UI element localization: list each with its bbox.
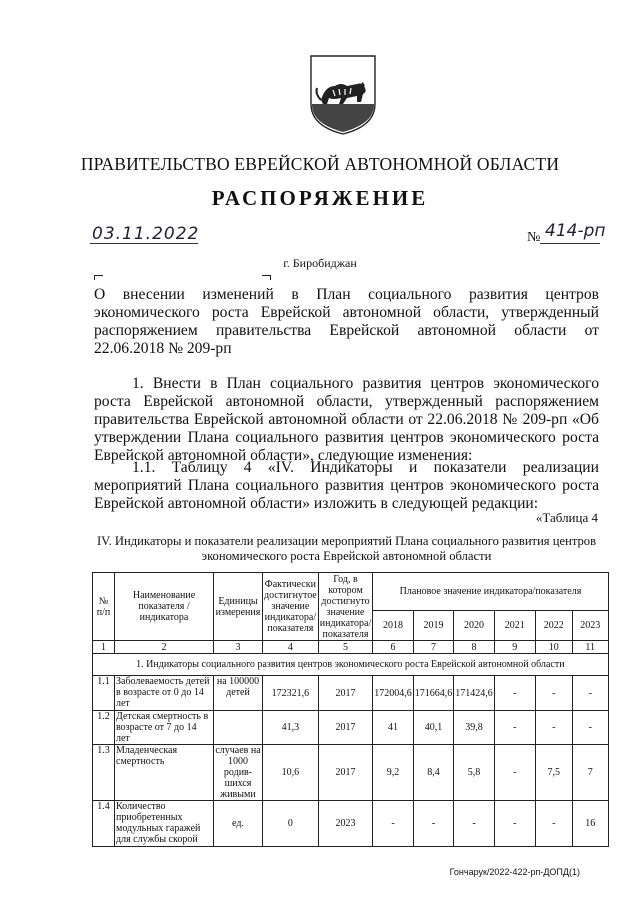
- header-name: Наименование показателя / индикатора: [115, 573, 214, 641]
- number-underline: [540, 243, 600, 244]
- row-plan: 9,2: [373, 745, 414, 801]
- document-subject: О внесении изменений в План социального развития центров экономического роста Еврейской автономной области, утвержденный распоряжением правительства Еврейской автономной области от 22.06.2018 № 209-рп: [94, 286, 599, 357]
- table-row: [93, 801, 609, 847]
- header-year: 2023: [572, 611, 608, 641]
- document-type-title: РАСПОРЯЖЕНИЕ: [211, 186, 429, 210]
- row-plan: -: [373, 801, 414, 847]
- row-plan: -: [535, 711, 572, 745]
- tiger-emblem-icon: [307, 52, 379, 136]
- col-number: 4: [263, 641, 319, 654]
- subject-corner-left: [94, 275, 103, 280]
- row-plan: 8,4: [413, 745, 454, 801]
- header-year: 2020: [454, 611, 495, 641]
- row-plan: 172004,6: [373, 676, 414, 711]
- row-plan: -: [572, 711, 608, 745]
- row-plan: -: [494, 711, 535, 745]
- row-actual: 10,6: [263, 745, 319, 801]
- col-number: 9: [494, 641, 535, 654]
- row-plan: 7,5: [535, 745, 572, 801]
- table-label: «Таблица 4: [535, 510, 598, 525]
- table-row: [93, 676, 609, 711]
- footer-reference: Гончарук/2022-422-рп-ДОПД(1): [449, 867, 580, 877]
- row-plan: -: [494, 801, 535, 847]
- row-plan: 39,8: [454, 711, 495, 745]
- col-number: 11: [572, 641, 608, 654]
- header-year: 2022: [535, 611, 572, 641]
- date-underline: [90, 243, 198, 244]
- header-year: 2021: [494, 611, 535, 641]
- row-year: 2017: [318, 745, 372, 801]
- row-plan: -: [494, 745, 535, 801]
- col-number: 7: [413, 641, 454, 654]
- header-unit: Единицы измерения: [214, 573, 263, 641]
- row-actual: 0: [263, 801, 319, 847]
- col-number: 2: [115, 641, 214, 654]
- row-plan: -: [535, 801, 572, 847]
- col-number: 5: [318, 641, 372, 654]
- section-title: 1. Индикаторы социального развития центров экономического роста Еврейской автономной области: [93, 654, 609, 676]
- row-name: Заболеваемость детей в возрасте от 0 до 14 лет: [115, 676, 214, 711]
- row-unit: [214, 711, 263, 745]
- header-year: 2019: [413, 611, 454, 641]
- row-num: 1.3: [93, 745, 115, 801]
- subject-corner-right: [262, 275, 271, 280]
- row-plan: -: [413, 801, 454, 847]
- number-label: №: [527, 230, 541, 245]
- table-caption: IV. Индикаторы и показатели реализации мероприятий Плана социального развития центров экономического роста Еврейской автономной области: [96, 534, 597, 563]
- row-num: 1.4: [93, 801, 115, 847]
- row-plan: 5,8: [454, 745, 495, 801]
- row-num: 1.2: [93, 711, 115, 745]
- row-plan: 41: [373, 711, 414, 745]
- paragraph-1-1: 1.1. Таблицу 4 «IV. Индикаторы и показатели реализации мероприятий Плана социального развития центров экономического роста Еврейской автономной области» изложить в следующей редакции:: [94, 459, 599, 512]
- coat-of-arms-emblem: [307, 52, 379, 136]
- row-plan: 171664,6: [413, 676, 454, 711]
- document-date: 03.11.2022: [92, 224, 200, 244]
- row-unit: на 100000 детей: [214, 676, 263, 711]
- row-plan: 40,1: [413, 711, 454, 745]
- row-actual: 41,3: [263, 711, 319, 745]
- row-plan: -: [494, 676, 535, 711]
- row-name: Детская смертность в возрасте от 7 до 14 лет: [115, 711, 214, 745]
- row-num: 1.1: [93, 676, 115, 711]
- row-year: 2017: [318, 711, 372, 745]
- indicators-table: [92, 572, 609, 847]
- row-year: 2017: [318, 676, 372, 711]
- header-year: 2018: [373, 611, 414, 641]
- row-name: Младенческая смертность: [115, 745, 214, 801]
- row-name: Количество приобретенных модульных гаражей для службы скорой: [115, 801, 214, 847]
- col-number: 8: [454, 641, 495, 654]
- col-number: 10: [535, 641, 572, 654]
- city: г. Биробиджан: [283, 256, 357, 270]
- row-plan: 7: [572, 745, 608, 801]
- document-number: 414-рп: [545, 221, 606, 241]
- header-planned: Плановое значение индикатора/показателя: [373, 573, 609, 611]
- row-plan: -: [454, 801, 495, 847]
- row-plan: -: [535, 676, 572, 711]
- row-plan: 16: [572, 801, 608, 847]
- header-actual: Фактически достигнутое значение индикатора/ показателя: [263, 573, 319, 641]
- paragraph-1: 1. Внести в План социального развития центров экономического роста Еврейской автономной области, утвержденный распоряжением правительства Еврейской автономной области от 22.06.2018 № 209-рп «Об утверждении Плана социального развития центров экономического роста Еврейской автономной области», следующие изменения:: [94, 375, 599, 464]
- row-actual: 172321,6: [263, 676, 319, 711]
- header-num: № п/п: [93, 573, 115, 641]
- col-number: 3: [214, 641, 263, 654]
- header-year-reached: Год, в котором достигнуто значение индикатора/ показателя: [319, 573, 372, 640]
- col-number: 1: [93, 641, 115, 654]
- table-row: [93, 711, 609, 745]
- row-plan: -: [572, 676, 608, 711]
- row-plan: 171424,6: [454, 676, 495, 711]
- row-unit: случаев на 1000 родив-шихся живыми: [215, 745, 261, 800]
- table-row: [93, 745, 609, 801]
- government-title: ПРАВИТЕЛЬСТВО ЕВРЕЙСКОЙ АВТОНОМНОЙ ОБЛАСТИ: [80, 154, 560, 174]
- col-number: 6: [373, 641, 414, 654]
- row-unit: ед.: [214, 801, 263, 847]
- row-year: 2023: [318, 801, 372, 847]
